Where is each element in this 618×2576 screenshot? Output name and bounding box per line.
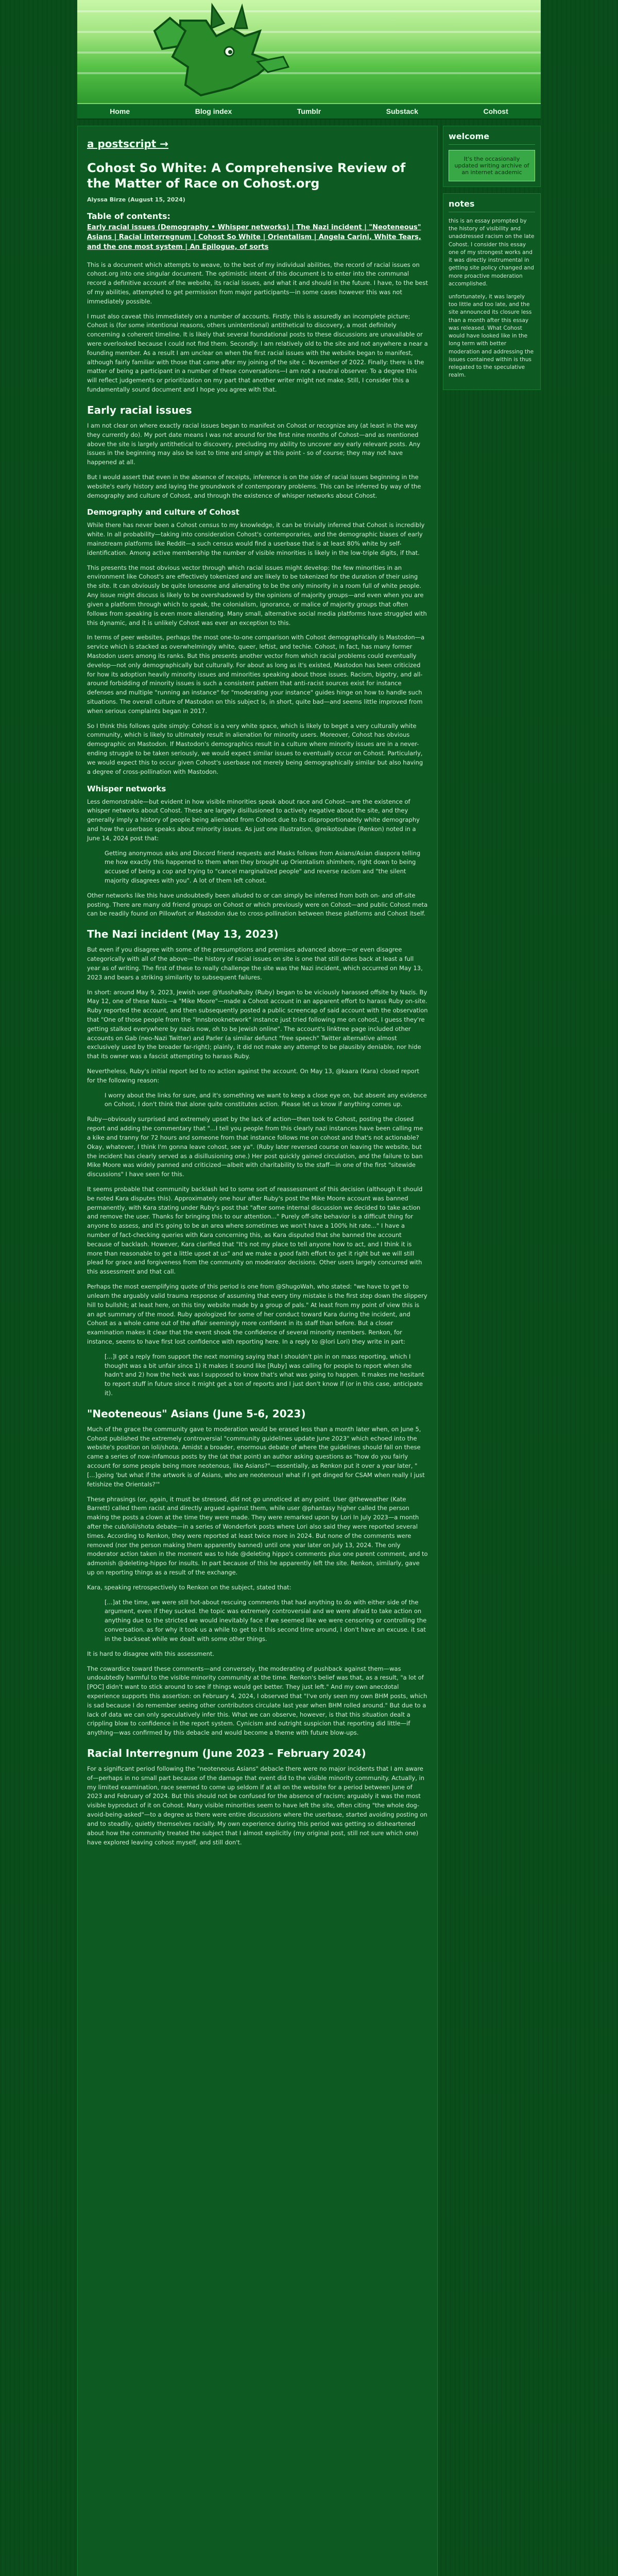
- intro-paragraph: I must also caveat this immediately on a number of accounts. Firstly: this is assuredly an incomplete picture; Cohost is (for some intentional reasons, others unintentional) antithetical to discovery, a most definitely concerning a coherent timeline. It is likely that several foundational posts to these discussions are unavailable or were overlooked because I could not find them. Secondly: I am relatively old to the site and not anywhere a near a founding member. As a result I am unclear on when the first racial issues with the website began to manifest, although fairly familiar with those that came after my joining of the site c. November of 2022. Finally: there is the matter of being a participant in a number of these conversations—I am not a neutral observer. To a degree this will reflect judgements or prioritization on my part that another writer might not make. Still, I consider this a fundamentally sound document and I hope you agree with that.: [87, 312, 428, 394]
- quote-block: [...]I got a reply from support the next morning saying that I shouldn't pin in on mass reporting, which I thought was a bit unfair since 1) it makes it sound like [Ruby] was calling for people to report when she hadn't and 2) how the heck was I supposed to know that's what was going to happen. It makes me hesitant to report stuff in future since it might get a ton of reports and I just don't know if (or in this case, anticipate it).: [105, 1352, 424, 1397]
- quote-block: Getting anonymous asks and Discord friend requests and Masks follows from Asians/Asian diaspora telling me how exactly this happened to them when they brought up Orientalism shimhere, right down to being accused of being a cop and trying to "cancel marginalized people" and reverse racism and "the silent majority disagrees with you". A lot of them left cohost.: [105, 849, 421, 885]
- body-paragraph: But even if you disagree with some of the presumptions and premises advanced above—or even disagree categorically with all of the above—the history of racial issues on site is one that still dates back at least a full year as of writing. The first of these to really challenge the site was the Nazi incident, which occurred on May 13, 2023 and bears a striking similarity to subsequent failures.: [87, 946, 423, 981]
- body-paragraph: This presents the most obvious vector through which racial issues might develop: the few minorities in an environment like Cohost's are effectively tokenized and are likely to be tokenized for the duration of their using the site. It can obviously be quite lonesome and alienating to be the only minority in a room full of white people. Any issue might discuss is likely to be overshadowed by the opinions of majority groups—and even when you are given a platform through which to speak, the colonialism, ignorance, or malice of majority groups that often follows from speaking is even more alienating. Many small, alternative social media platforms have struggled with this dynamic, and it is unlikely Cohost was ever an exception to this.: [87, 564, 427, 626]
- section-heading-racial-interregnum: Racial Interregnum (June 2023 – February 2024): [87, 1747, 366, 1760]
- site-banner: [77, 0, 541, 103]
- notes-heading: notes: [449, 199, 535, 212]
- body-paragraph: These phrasings (or, again, it must be stressed, did not go unnoticed at any point. User @theweather (Kate Barrett) called them racist and directly argued against them, while user @phantasy higher called the person making the posts a clown at the time they were made. They were remarked upon by Lori In July 2023—a month after the cub/loli/shota debate—in a series of Wonderfork posts where Lori also said they were reported several times. According to Renkon, they were reported at least twice more in 2024. But none of the comments were removed (nor the person making them apparently banned) until one year later on July 13, 2024. The only moderator action taken in the moment was to hide @deleting hippo's comments plus one parent comment, and to admonish @deleting-hippo for insults. In part because of this he apparently left the site. Renkon, similarly, gave up on reporting things as a result of the exchange.: [87, 1495, 428, 1577]
- body-paragraph: It is hard to disagree with this assessment.: [87, 1650, 215, 1657]
- section-heading-early-racial-issues: Early racial issues: [87, 403, 192, 416]
- welcome-heading: welcome: [449, 131, 535, 145]
- article-title: Cohost So White: A Comprehensive Review of the Matter of Race on Cohost.org: [87, 161, 406, 191]
- notes-paragraph: this is an essay prompted by the history of visibility and unaddressed racism on the late Cohost. I consider this essay one of my strongest works and it was directly instrumental in getting site policy changed and more proactive moderation accomplished.: [449, 218, 535, 287]
- body-paragraph: In terms of peer websites, perhaps the most one-to-one comparison with Cohost demographically is Mastodon—a service which is stacked as overwhelmingly white, queer, leftist, and techie. Cohost, in fact, has many former Mastodon users among its ranks. But this presents another vector from which racial problems could eventually develop—not only demographically but culturally. For about as long as it's existed, Mastodon has been criticized for how its adoption heavily minority issues and minorities speaking about those issues. Racism, bigotry, and all-around forbidding of minority issues is such a consistent pattern that anti-racist sources exist for instance defenses and multiple "running an instance" for "moderating your instance" guides hinge on how to handle such situations. The overall culture of Mastodon on this subject is, in short, quite bad—and seems little improved from when serious complaints began in 2017.: [87, 634, 425, 715]
- sidebar: [443, 126, 541, 2576]
- body-paragraph: Ruby—obviously surprised and extremely upset by the lack of action—then took to Cohost, posting the closed report and adding the commentary that "...I tell you people from this clearly nazi instances have been calling me a kike and tranny for 72 hours and someone from that instance follows me on cohost and that's not actionable? Okay, whatever, I think I'm gonna leave cohost, see ya". (Ruby later reversed course on leaving the website, but the incident has clearly served as a disillusioning one.) Her post quickly gained circulation, and the failure to ban Mike Moore was widely panned and criticized—albeit with charitability to the staff—in one of the first "sitewide discussions" I have seen for this.: [87, 1115, 423, 1178]
- nav-tumblr-link[interactable]: Tumblr: [297, 107, 321, 115]
- postscript-link[interactable]: a postscript →: [87, 138, 169, 150]
- quote-block: I worry about the links for sure, and it's something we want to keep a close eye on, but absent any evidence on Cohost, I don't think that alone quite constitutes action. Please let us know if anything comes up.: [105, 1091, 427, 1108]
- dragon-logo-icon: [77, 0, 541, 103]
- toc-links[interactable]: Early racial issues (Demography • Whisper networks) | The Nazi incident | "Neoteneous" Asians | Racial interregnum | Cohost So White | Orientalism | Angela Carini, White Tears, and the one most system | An Epilogue, of sorts: [87, 224, 421, 251]
- page-wrapper: [77, 0, 541, 2576]
- nav-blog-index-link[interactable]: Blog index: [195, 107, 232, 115]
- section-heading-neoteneous-asians: "Neoteneous" Asians (June 5-6, 2023): [87, 1407, 306, 1420]
- table-of-contents: [87, 223, 428, 252]
- notes-paragraph: unfortunately, it was largely too little and too late, and the site announced its closure less than a month after this essay was released. What Cohost would have looked like in the long term with better moderation and addressing the issues contained within is thus relegated to the speculative realm.: [449, 293, 534, 379]
- notes-box: [443, 193, 541, 390]
- article-byline: Alyssa Birze (August 15, 2024): [87, 196, 185, 203]
- welcome-box: [443, 126, 541, 187]
- top-navigation: [77, 103, 541, 120]
- subsection-heading-demography: Demography and culture of Cohost: [87, 507, 239, 517]
- body-paragraph: Kara, speaking retrospectively to Renkon on the subject, stated that:: [87, 1583, 291, 1591]
- body-paragraph: Less demonstrable—but evident in how visible minorities speak about race and Cohost—are the existence of whisper networks about Cohost. These are largely disillusioned to actively negative about the site, and they generally imply a history of people being alienated from Cohost due to its disproportionately white demography and how the userbase speaks about minority issues. As just one illustration, @reikotoubae (Renkon) noted in a June 14, 2024 post that:: [87, 798, 420, 842]
- body-paragraph: Nevertheless, Ruby's initial report led to no action against the account. On May 13, @kaara (Kara) closed report for the following reason:: [87, 1067, 419, 1084]
- intro-paragraph: This is a document which attempts to weave, to the best of my individual abilities, the record of racial issues on cohost.org into one singular document. The optimistic intent of this document is to enter into the communal record a definitive account of the website, its racial issues, and what it and should in the future. I have, to the best of my abilities, attempted to get permission from major participants—in some cases however this was not immediately possible.: [87, 261, 428, 305]
- body-paragraph: So I think this follows quite simply: Cohost is a very white space, which is likely to beget a very culturally white community, which is likely to ultimately result in alienation for minority users. Moreover, Cohost has obvious demographic on Mastodon. If Mastodon's demographics result in a culture where minority issues are in a never-ending struggle to be taken seriously, we would expect similar issues to eventually occur on Cohost. Particularly, we would expect this to occur given Cohost's userbase not merely being demographically similar but also having a degree of cross-pollination with Mastodon.: [87, 722, 423, 775]
- body-paragraph: I am not clear on where exactly racial issues began to manifest on Cohost or recognize any (at least in the way they currently do). My port date means I was not around for the first nine months of Cohost—and as mentioned above the site is largely antithetical to discovery, precluding my ability to uncover any early relevant posts. Any issues in the beginning may also be lost to time and simply at this point - so of course; they may not have happened at all.: [87, 421, 421, 466]
- nav-substack-link[interactable]: Substack: [386, 107, 418, 115]
- article: [77, 126, 438, 2576]
- body-paragraph: Much of the grace the community gave to moderation would be erased less than a month later when, on June 5, Cohost published the extremely controversial "community guidelines update June 2023" which echoed into the website's position on loli/shota. Amidst a broader, enormous debate of where the guidelines should fall on these came a series of now-infamous posts by the (at that point) an author asking questions as "how do you fairly account for some people being more neotenous, like Asians?"—essentially, as Renkon put it over a year later, "[...]going 'but what if the artwork is of Asians, who are neotenous! what if I get dinged for CSAM when really I just fetishize the Orientals?'": [87, 1425, 425, 1488]
- subsection-heading-whisper-networks: Whisper networks: [87, 784, 166, 793]
- body-paragraph: While there has never been a Cohost census to my knowledge, it can be trivially inferred that Cohost is incredibly white. In all probability—taking into consideration Cohost's contemporaries, and the demographic biases of early mainstream platforms like Reddit—a such census would find a userbase that is at least 80% white by self-identification. Among active membership the number of visible minorities is likely in the low-triple digits, if that.: [87, 521, 425, 556]
- nav-cohost-link[interactable]: Cohost: [483, 107, 508, 115]
- content-columns: [77, 126, 541, 2576]
- body-paragraph: It seems probable that community backlash led to some sort of reassessment of this decision (although it should be noted Kara disputes this). Approximately one hour after Ruby's post the Mike Moore account was banned permanently, with Kara stating under Ruby's post that "after some internal discussion we decided to take action and remove the user. Thanks for bringing this to our attention..." Purely off-site behavior is a difficult thing for anyone to assess, and it's going to be an area where sometimes we won't have a 100% hit rate..." I have a number of fact-checking queries with Kara concerning this, as Kara disputed that she banned the account because of backlash. However, Kara clarified that "It's not my place to tell anyone how to act, and I think it is more than reasonable to get a little upset at us" and we make a good faith effort to get it right but we will still plead for grace and forgiveness from the community on moderator decisions. Other users largely concurred with this assessment and that call.: [87, 1185, 423, 1276]
- quote-block: [...]at the time, we were still hot-about rescuing comments that had anything to do with either side of the argument, even if they sucked. the topic was extremely controversial and we were afraid to take action on anything due to the stricted we would inevitably face if we seemed like we were censoring or controlling the conversation. as for why it took us a while to get to it this second time around, I don't have an excuse. it sat in the backseat while we dealt with some other things.: [105, 1598, 427, 1642]
- body-paragraph: But I would assert that even in the absence of receipts, inference is on the side of racial issues beginning in the website's early history and laying the groundwork of contemporary problems. This can be inferred by way of the demography and culture of Cohost, and through the existence of whisper networks about Cohost.: [87, 473, 421, 499]
- body-paragraph: The cowardice toward these comments—and conversely, the moderating of pushback against them—was undoubtedly harmful to the visible minority community at the time. Renkon's belief was that, as a result, "a lot of [POC] didn't want to stick around to see if things would get better. They just left." And my own anecdotal experience supports this assertion: on February 4, 2024, I observed that "I've only seen my own BHM posts, which is sad because I do remember seeing other contributors circulate last year when BHM rolled around." But due to a lack of data we can only speculatively infer this. What we can observe, however, is that this situation dealt a crippling blow to confidence in the report system. Cynicism and outright suspicion that reporting did little—if anything—was confirmed by this debacle and would become a theme with future blow-ups.: [87, 1665, 427, 1737]
- body-paragraph: Perhaps the most exemplifying quote of this period is one from @ShugoWah, who stated: "we have to get to unlearn the arguably valid trauma response of assuming that every tiny mistake is the first step down the slippery hill to bullshit; at least here, on this tiny website made by a group of pals." At least from my point of view this is an apt summary of the mood. Ruby apologized for some of her conduct toward Kara during the incident, and Cohost as a whole came out of the affair seemingly more confident in its staff than before. But a closer examination makes it clear that the event shook the confidence of several minority members. Renkon, for instance, seems to have first lost confidence with reporting here. In a reply to @lori Lori) they write in part:: [87, 1283, 427, 1345]
- site-notice: It's the occasionally updated writing archive of an internet academic: [449, 150, 535, 181]
- body-paragraph: For a significant period following the "neoteneous Asians" debacle there were no major incidents that I am aware of—perhaps in no small part because of the damage that event did to the visible minority community. Actually, in my limited examination, race seemed to come up seldom if at all on the website for a period between June of 2023 and February of 2024. But this should not be confused for the absence of racism; arguably it was the most visible byproduct of it on Cohost. Many visible minorities seem to have left the site, often citing "the whole dog-avoid-being-asked"—to a degree as there were entire discussions where the userbase, started avoiding posting on and to steadily, quietly themselves racially. My own experience during this period was getting so disheartened about how the community treated the subject that I almost explicitly (my original post, still not sure which one) have explored leaving cohost myself, and still don't.: [87, 1765, 427, 1846]
- toc-heading: Table of contents:: [87, 211, 170, 221]
- nav-home-link[interactable]: Home: [110, 107, 130, 115]
- section-heading-nazi-incident: The Nazi incident (May 13, 2023): [87, 928, 279, 941]
- body-paragraph: In short: around May 9, 2023, Jewish user @YusshaRuby (Ruby) began to be viciously harassed offsite by Nazis. By May 12, one of these Nazis—a "Mike Moore"—made a Cohost account in an apparent effort to harass Ruby on-site. Ruby reported the account, and then subsequently posted a public screencap of said account with the observation that "One of those people from the "Innsbrooknetwork" instance just tried following me on cohost, I guess they're getting stalked everywhere by nazis now, oh to be Jewish online". The account's linktree page included other accounts on Gab (neo-Nazi Twitter) and Parler (a similar defunct "free speech" Twitter alternative almost exclusively used by the broader far-right); plainly, it did not make any attempt to be plausibly deniable, nor hide that its owner was a fascist attempting to harass Ruby.: [87, 988, 428, 1060]
- body-paragraph: Other networks like this have undoubtedly been alluded to or can simply be inferred from both on- and off-site posting. There are many old friend groups on Cohost or which previously were on Cohost—and public Cohost meta can be readily found on Pillowfort or Mastodon due to cross-pollination between these platforms and Cohost itself.: [87, 891, 428, 918]
